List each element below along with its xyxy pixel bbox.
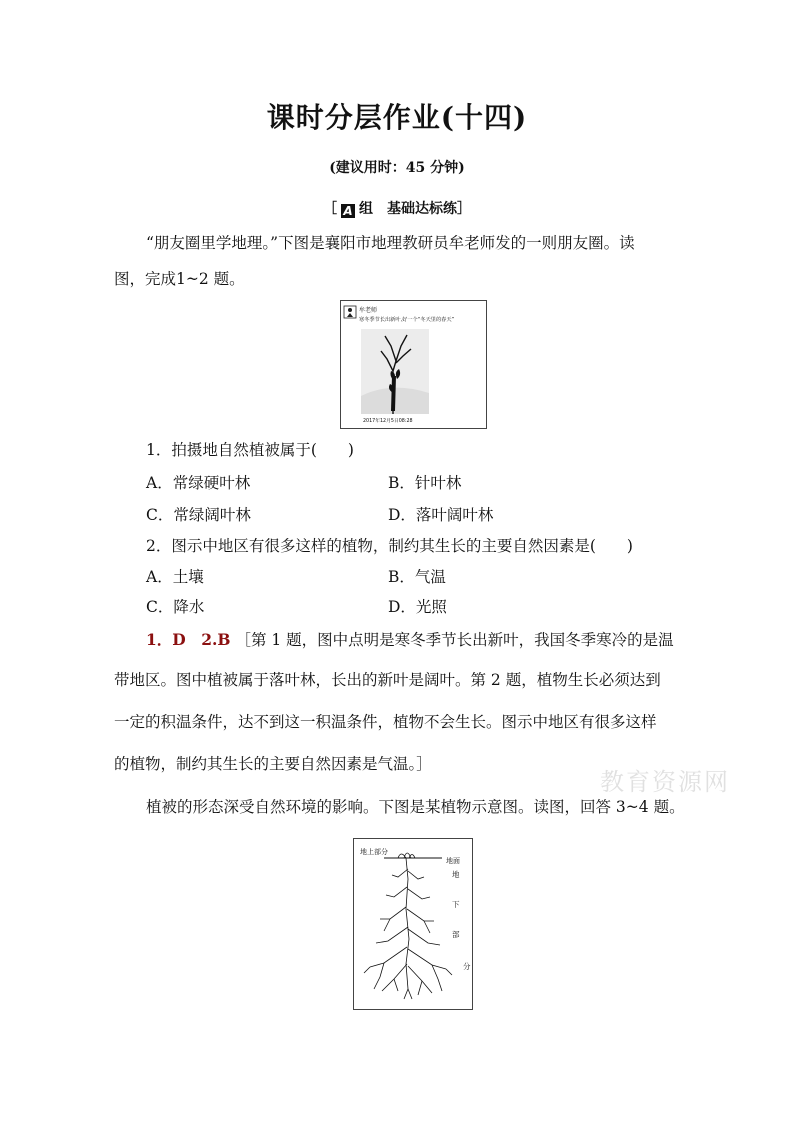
label-below-3: 部 (452, 930, 460, 939)
answer-line1 (146, 622, 674, 658)
label-ground-surface: 地面 (446, 857, 460, 865)
q2-option-d: D．光照 (388, 598, 447, 616)
label-below-4: 分 (463, 962, 471, 971)
section-close-bracket: ］ (457, 201, 471, 217)
q2-option-b: B．气温 (388, 568, 446, 586)
suggested-time: (建议用时：45 分钟) (329, 160, 465, 176)
watermark: 教育资源网 (600, 768, 730, 796)
page-title: 课时分层作业(十四) (266, 101, 528, 134)
section-letter-badge: A (341, 204, 355, 218)
label-below-1: 地 (452, 870, 460, 879)
label-below-2: 下 (452, 900, 460, 909)
root-system-diagram (354, 839, 472, 1009)
answer-text-line1: ［第 1 题，图中点明是寒冬季节长出新叶，我国冬季寒冷的是温 (235, 631, 674, 649)
answer-line4: 的植物，制约其生长的主要自然因素是气温。］ (114, 755, 432, 773)
post-caption: 寒冬季节长出新叶,好一个“冬天里的春天” (359, 317, 455, 323)
q1-option-d: D．落叶阔叶林 (388, 506, 494, 524)
intro1-line1: “朋友圈里学地理。”下图是襄阳市地理教研员牟老师发的一则朋友圈。读 (146, 234, 635, 252)
answer-line2: 带地区。图中植被属于落叶林，长出的新叶是阔叶。第 2 题，植物生长必须达到 (114, 671, 661, 689)
label-above-ground: 地上部分 (360, 848, 388, 856)
section-open-bracket: ［ (323, 201, 337, 217)
post-author: 牟老师 (359, 307, 378, 314)
q1-option-b: B．针叶林 (388, 474, 462, 492)
moments-post-image (341, 301, 486, 428)
q1-stem: 1．拍摄地自然植被属于( ) (146, 441, 354, 459)
answer-key: 1．D 2.B (146, 630, 231, 649)
section-label: 组 基础达标练 (359, 201, 457, 217)
q1-option-a: A．常绿硬叶林 (146, 474, 251, 492)
section-header (0, 198, 794, 218)
answer-line3: 一定的积温条件，达不到这一积温条件，植物不会生长。图示中地区有很多这样 (114, 713, 657, 731)
intro1-line2: 图，完成1~2 题。 (114, 270, 245, 288)
q2-option-c: C．降水 (146, 598, 205, 616)
q2-option-a: A．土壤 (146, 568, 204, 586)
q1-option-c: C．常绿阔叶林 (146, 506, 251, 524)
moments-post-figure (340, 300, 487, 429)
root-system-figure (353, 838, 473, 1010)
q2-stem: 2．图示中地区有很多这样的植物，制约其生长的主要自然因素是( ) (146, 537, 633, 555)
post-timestamp: 2017年12月5日08:28 (363, 419, 413, 424)
intro2-text: 植被的形态深受自然环境的影响。下图是某植物示意图。读图，回答 3~4 题。 (146, 798, 685, 816)
